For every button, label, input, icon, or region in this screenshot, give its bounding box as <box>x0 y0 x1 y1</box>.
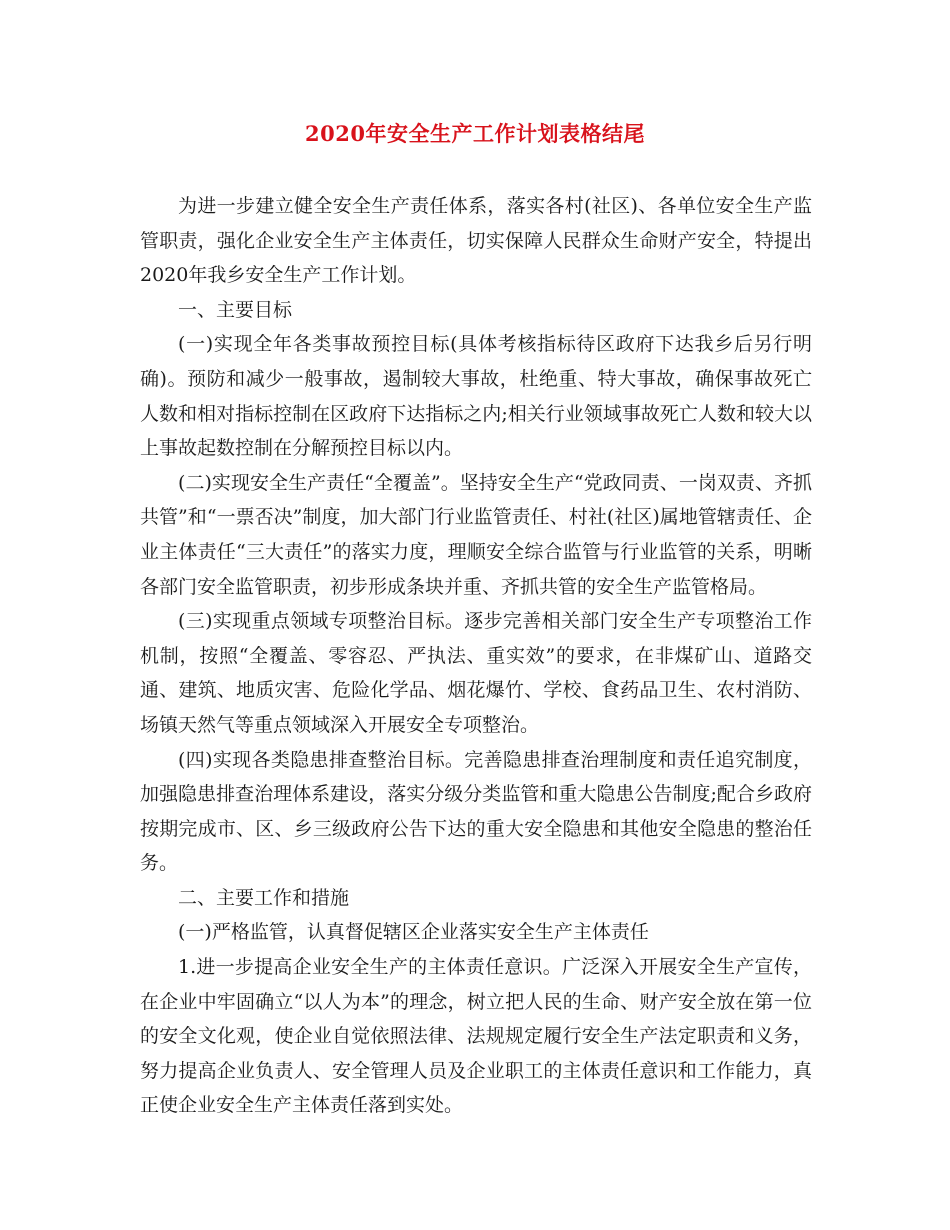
section-heading-work-measures: 二、主要工作和措施 <box>178 886 350 909</box>
document-title: 2020年安全生产工作计划表格结尾 <box>305 121 645 146</box>
document-body <box>140 189 812 1123</box>
goal-paragraph-3: (三)实现重点领域专项整治目标。逐步完善相关部门安全生产专项整治工作机制，按照“全覆盖、零容忍、严执法、重实效”的要求，在非煤矿山、道路交通、建筑、地质灾害、危险化学品、烟花爆竹、学校、食药品卫生、农村消防、场镇天然气等重点领域深入开展安全专项整治。 <box>140 610 812 736</box>
measure-paragraph-1: 1.进一步提高企业安全生产的主体责任意识。广泛深入开展安全生产宣传，在企业中牢固确立“以人为本”的理念，树立把人民的生命、财产安全放在第一位的安全文化观，使企业自觉依照法律、法规规定履行安全生产法定职责和义务，努力提高企业负责人、安全管理人员及企业职工的主体责任意识和工作能力，真正使企业安全生产主体责任落到实处。 <box>140 956 812 1117</box>
intro-paragraph: 为进一步建立健全安全生产责任体系，落实各村(社区)、各单位安全生产监管职责，强化企业安全生产主体责任，切实保障人民群众生命财产安全，特提出2020年我乡安全生产工作计划。 <box>140 195 812 287</box>
goal-paragraph-1: (一)实现全年各类事故预控目标(具体考核指标待区政府下达我乡后另行明确)。预防和减少一般事故，遏制较大事故，杜绝重、特大事故，确保事故死亡人数和相对指标控制在区政府下达指标之内;相关行业领域事故死亡人数和较大以上事故起数控制在分解预控目标以内。 <box>140 333 812 460</box>
subsection-heading-supervision: (一)严格监管，认真督促辖区企业落实安全生产主体责任 <box>178 921 649 944</box>
goal-paragraph-4: (四)实现各类隐患排查整治目标。完善隐患排查治理制度和责任追究制度，加强隐患排查治理体系建设，落实分级分类监管和重大隐患公告制度;配合乡政府按期完成市、区、乡三级政府公告下达的重大安全隐患和其他安全隐患的整治任务。 <box>140 748 812 875</box>
goal-paragraph-2: (二)实现安全生产责任“全覆盖”。坚持安全生产“党政同责、一岗双责、齐抓共管”和“一票否决”制度，加大部门行业监管责任、村社(社区)属地管辖责任、企业主体责任“三大责任”的落实力度，理顺安全综合监管与行业监管的关系，明晰各部门安全监管职责，初步形成条块并重、齐抓共管的安全生产监管格局。 <box>140 471 812 598</box>
section-heading-main-goals: 一、主要目标 <box>178 298 293 321</box>
